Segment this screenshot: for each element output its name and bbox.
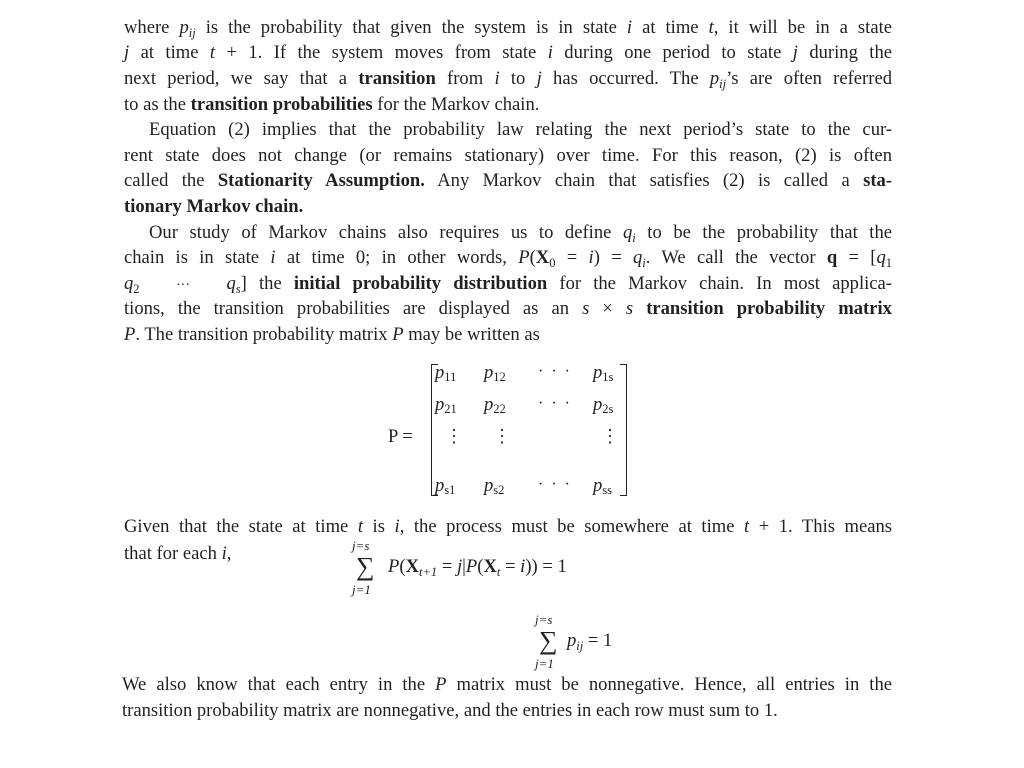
paragraph-1-line-1: where $p_{ij}$ is the probability that given the system is in state i at time t, it will be in a state: [124, 17, 893, 40]
equation-1-lower-limit: j=1: [352, 582, 371, 597]
paragraph-2-line-3: called the Stationarity Assumption. Any Markov chain that satisfies (2) is called a sta-: [124, 170, 892, 191]
matrix-cell-ps1: ps1: [435, 475, 456, 497]
matrix-hdots-row1: · · ·: [538, 363, 572, 380]
equation-2-sigma: ∑: [539, 626, 558, 655]
equation-2-upper-limit: j=s: [535, 612, 553, 627]
equation-1-sigma: ∑: [356, 552, 375, 581]
equation-1-upper-limit: j=s: [352, 538, 370, 553]
matrix-cell-p2s: p2s: [593, 394, 614, 416]
matrix-cell-p12: p12: [484, 362, 506, 384]
paragraph-1-line-4: to as the transition probabilities for the Markov chain.: [124, 94, 540, 115]
equation-2-body: $p_{ij} = 1$: [567, 630, 613, 653]
matrix-vdots-col3: ⋮: [601, 426, 619, 446]
matrix-cell-p11: p11: [435, 362, 457, 384]
paragraph-3-line-1: Our study of Markov chains also requires us to define $q_i$ to be the probability that the: [149, 222, 893, 245]
paragraph-2-line-1: Equation (2) implies that the probability law relating the next period’s state to the cur-: [149, 119, 892, 140]
paragraph-1-line-2: j at time t + 1. If the system moves from state i during one period to state j during the: [124, 42, 893, 63]
equation-1-body: $P(X_{t+1} = j|P(X_t = i)) = 1$: [388, 556, 567, 579]
matrix-cell-p21: p21: [435, 394, 457, 416]
matrix-vdots-col1: ⋮: [445, 426, 463, 446]
paragraph-5-line-2: transition probability matrix are nonnegative, and the entries in each row must sum to 1.: [122, 700, 778, 721]
paragraph-2-line-2: rent state does not change (or remains stationary) over time. For this reason, (2) is often: [124, 145, 892, 166]
paragraph-1-line-3: next period, we say that a transition from i to j has occurred. The $p_{ij}’s$ are often referred: [124, 68, 892, 91]
paragraph-4-line-1: Given that the state at time t is i, the process must be somewhere at time t + 1. This means: [124, 516, 893, 537]
paragraph-4-line-2: that for each i,: [124, 543, 232, 564]
matrix-hdots-row4: · · ·: [538, 476, 572, 493]
matrix-label: P =: [388, 426, 413, 447]
matrix-right-bracket: [620, 364, 627, 496]
paragraph-3-line-5: P. The transition probability matrix P may be written as: [124, 324, 540, 345]
paragraph-3-line-4: tions, the transition probabilities are displayed as an s × s transition probability matrix: [124, 298, 892, 319]
paragraph-5-line-1: We also know that each entry in the P matrix must be nonnegative. Hence, all entries in the: [122, 674, 893, 695]
matrix-cell-ps2: ps2: [484, 475, 505, 497]
matrix-vdots-col2: ⋮: [493, 426, 511, 446]
matrix-hdots-row2: · · ·: [538, 395, 572, 412]
paragraph-2-line-4: tionary Markov chain.: [124, 196, 304, 217]
transition-matrix: [380, 360, 640, 500]
equation-2-lower-limit: j=1: [535, 656, 554, 671]
matrix-cell-p1s: p1s: [593, 362, 614, 384]
paragraph-3-line-2: chain is in state i at time 0; in other words, $P(X_0 = i) = q_i$. We call the vector $q = [q_1$: [124, 247, 892, 270]
matrix-cell-pss: pss: [593, 475, 613, 497]
matrix-cell-p22: p22: [484, 394, 506, 416]
paragraph-3-line-3: $q_2$ ··· $q_s$] the initial probability distribution for the Markov chain. In most applica-: [124, 273, 893, 296]
